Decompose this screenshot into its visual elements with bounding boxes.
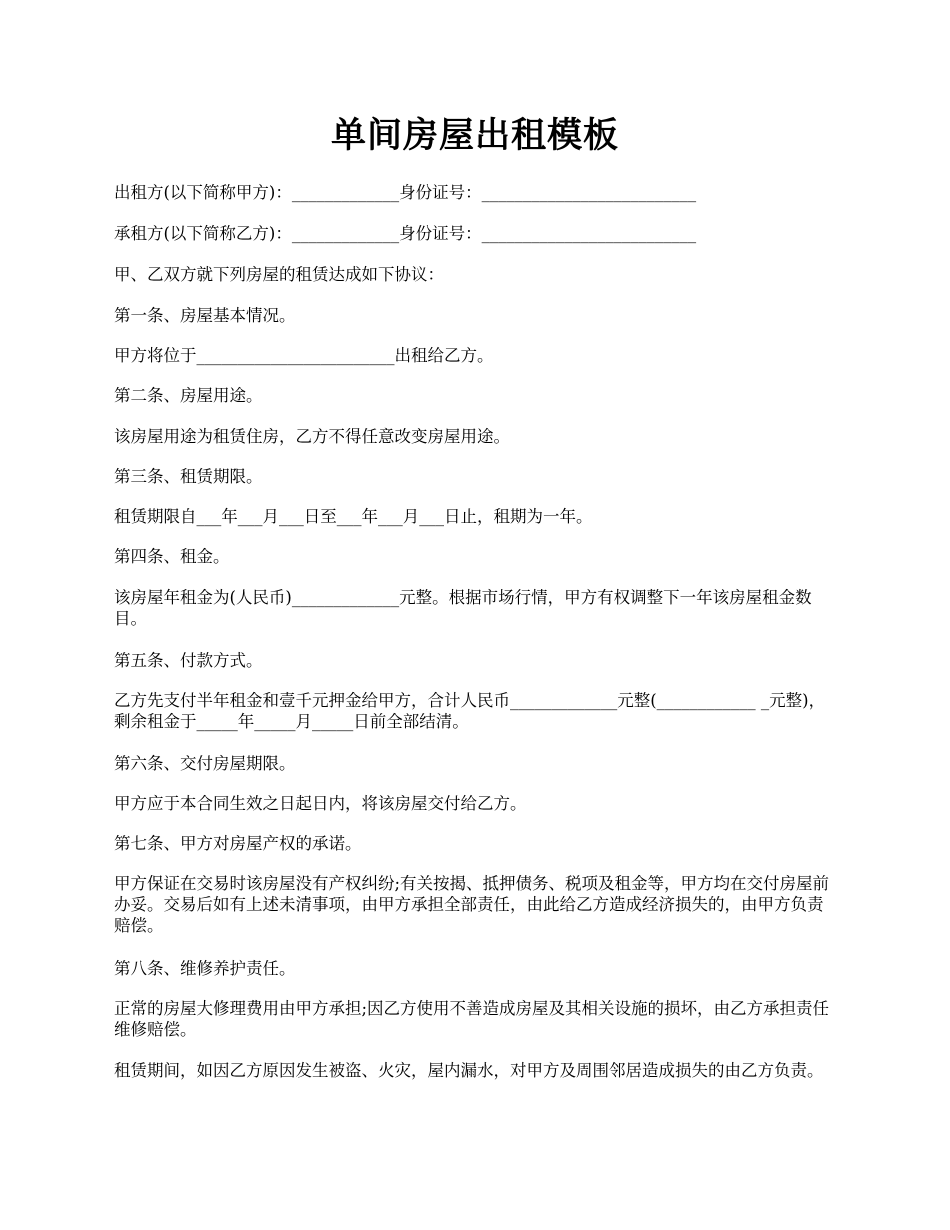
article-4-heading: 第四条、租金。	[114, 547, 230, 566]
article-2-body: 该房屋用途为租赁住房，乙方不得任意改变房屋用途。	[114, 427, 510, 446]
article-2-heading: 第二条、房屋用途。	[114, 386, 263, 405]
article-8-body: 正常的房屋大修理费用由甲方承担;因乙方使用不善造成房屋及其相关设施的损坏，由乙方承担责任维修赔偿。	[114, 999, 830, 1039]
agreement-intro: 甲、乙双方就下列房屋的租赁达成如下协议：	[114, 265, 444, 284]
article-5-body: 乙方先支付半年租金和壹千元押金给甲方，合计人民币_____________元整(____________ _元整)，剩余租金于_____年_____月_____日前全部结清。	[114, 691, 826, 731]
article-4-body: 该房屋年租金为(人民币)_____________元整。根据市场行情，甲方有权调整下一年该房屋租金数目。	[114, 588, 812, 628]
article-3-body: 租赁期限自___年___月___日至___年___月___日止，租期为一年。	[114, 507, 593, 526]
article-7-heading: 第七条、甲方对房屋产权的承诺。	[114, 834, 362, 853]
article-8-body-2: 租赁期间，如因乙方原因发生被盗、火灾，屋内漏水，对甲方及周围邻居造成损失的由乙方负责。	[114, 1061, 824, 1080]
lessor-line: 出租方(以下简称甲方)：_____________身份证号：__________________________	[114, 183, 697, 202]
article-5-heading: 第五条、付款方式。	[114, 651, 263, 670]
article-1-body: 甲方将位于________________________出租给乙方。	[114, 346, 494, 365]
document-title: 单间房屋出租模板	[330, 115, 619, 156]
article-6-heading: 第六条、交付房屋期限。	[114, 754, 296, 773]
article-3-heading: 第三条、租赁期限。	[114, 467, 263, 486]
article-7-body: 甲方保证在交易时该房屋没有产权纠纷;有关按揭、抵押债务、税项及租金等，甲方均在交付房屋前办妥。交易后如有上述未清事项，由甲方承担全部责任，由此给乙方造成经济损失的，由甲方负责赔偿。	[114, 874, 830, 935]
article-1-heading: 第一条、房屋基本情况。	[114, 306, 296, 325]
lessee-line: 承租方(以下简称乙方)：_____________身份证号：__________________________	[114, 224, 697, 243]
article-8-heading: 第八条、维修养护责任。	[114, 959, 296, 978]
article-6-body: 甲方应于本合同生效之日起日内，将该房屋交付给乙方。	[114, 794, 527, 813]
